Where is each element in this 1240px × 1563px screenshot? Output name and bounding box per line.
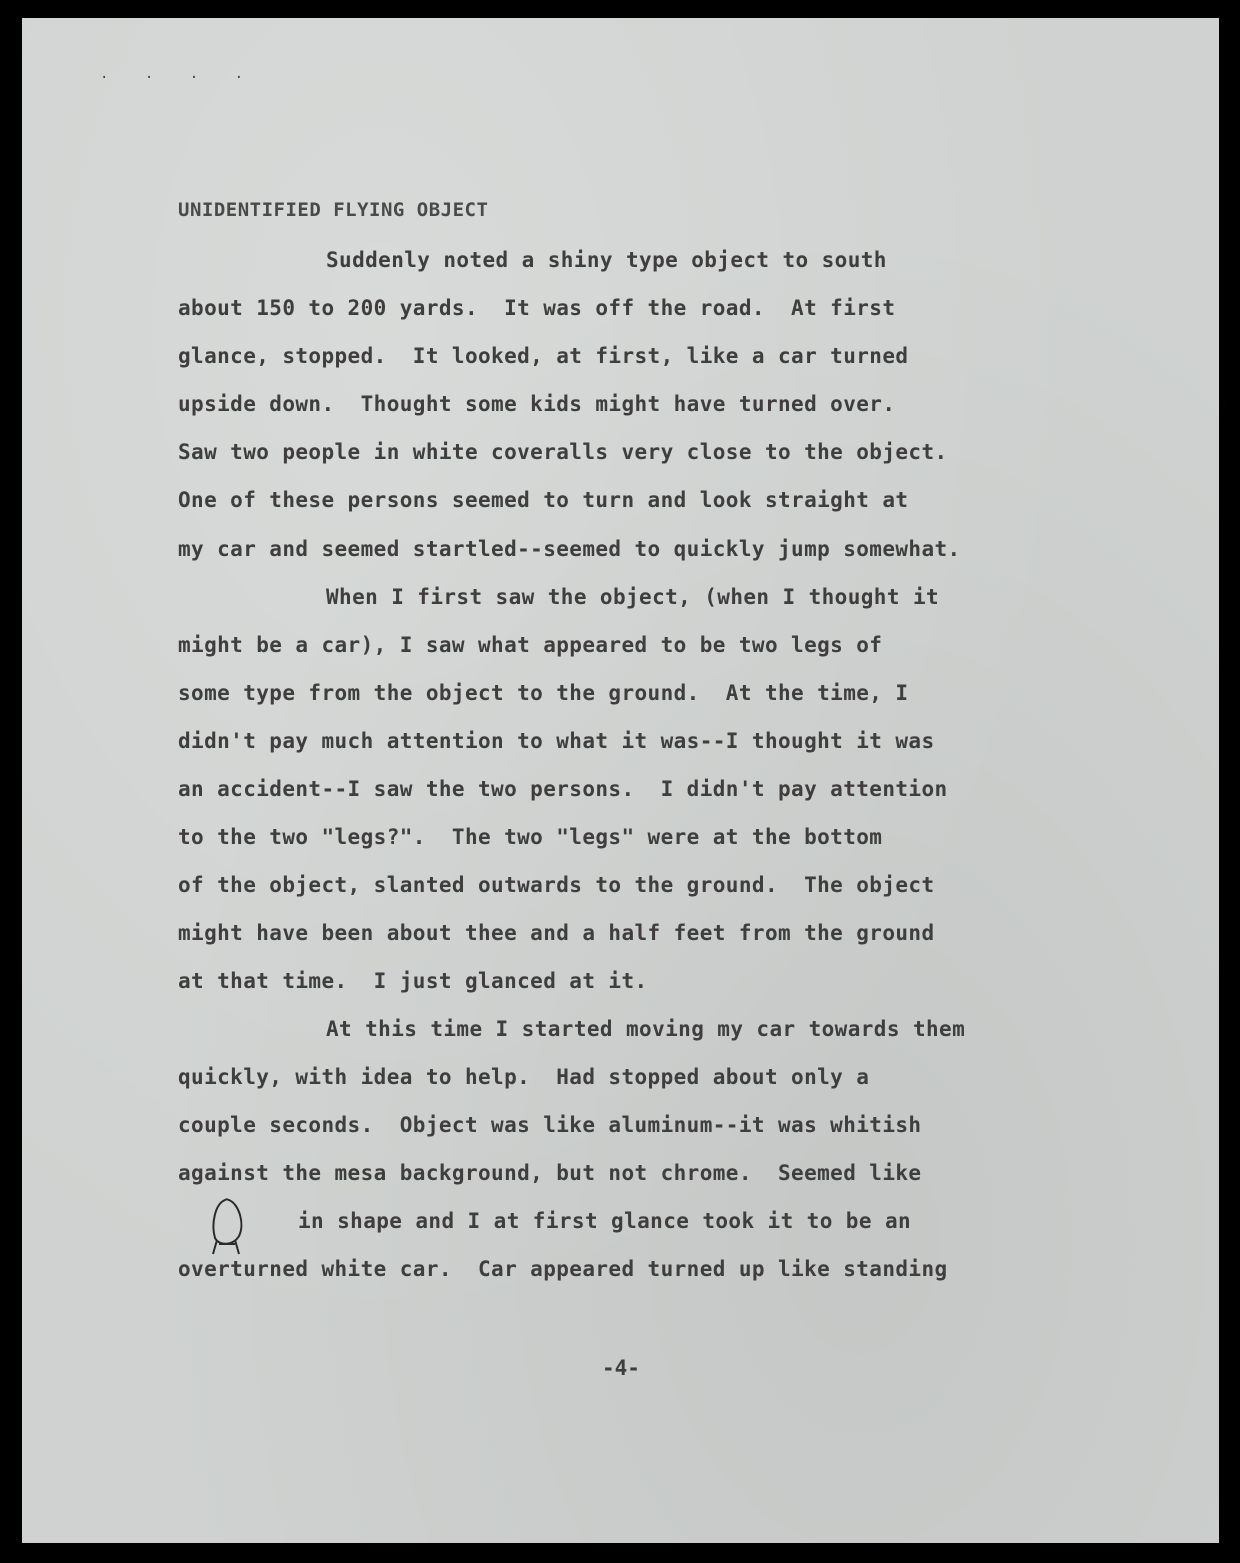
text-line: didn't pay much attention to what it was--I thought it was [178,729,935,753]
page-number: -4- [602,1356,640,1380]
text-line: One of these persons seemed to turn and look straight at [178,488,909,512]
text-line: in shape and I at first glance took it to be an [298,1209,912,1233]
text-line: might be a car), I saw what appeared to be two legs of [178,633,883,657]
text-line: overturned white car. Car appeared turned up like standing [178,1257,948,1281]
text-line: of the object, slanted outwards to the ground. The object [178,873,935,897]
text-line: at that time. I just glanced at it. [178,969,648,993]
text-line: glance, stopped. It looked, at first, like a car turned [178,344,909,368]
text-line: When I first saw the object, (when I thought it [326,585,940,609]
text-line: against the mesa background, but not chrome. Seemed like [178,1161,922,1185]
text-line: Saw two people in white coveralls very close to the object. [178,440,948,464]
text-line: some type from the object to the ground. At the time, I [178,681,909,705]
hand-drawn-shape-sketch [205,1196,255,1258]
text-line: Suddenly noted a shiny type object to south [326,248,887,272]
text-line: upside down. Thought some kids might have turned over. [178,392,896,416]
text-line: to the two "legs?". The two "legs" were at the bottom [178,825,883,849]
document-heading: UNIDENTIFIED FLYING OBJECT [178,199,489,221]
text-line: about 150 to 200 yards. It was off the road. At first [178,296,896,320]
text-line: couple seconds. Object was like aluminum--it was whitish [178,1113,922,1137]
text-line: my car and seemed startled--seemed to quickly jump somewhat. [178,537,961,561]
text-line: might have been about thee and a half feet from the ground [178,921,935,945]
text-line: At this time I started moving my car towards them [326,1017,966,1041]
text-line: an accident--I saw the two persons. I didn't pay attention [178,777,948,801]
text-line: quickly, with idea to help. Had stopped about only a [178,1065,870,1089]
margin-specks: · · · · [100,70,258,86]
